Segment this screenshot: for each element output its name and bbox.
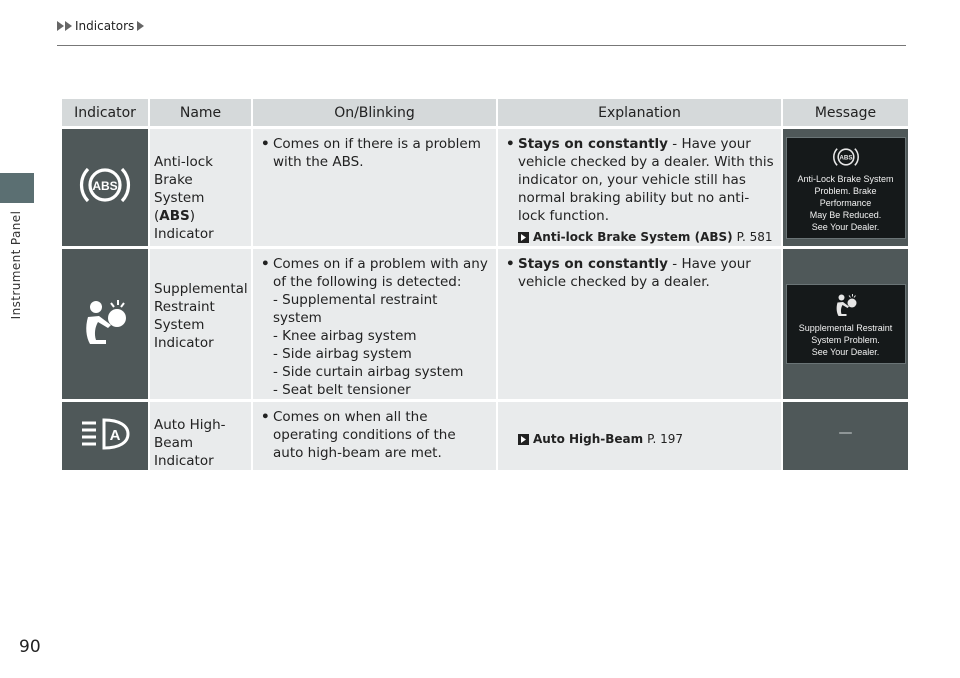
list-item: - Side curtain airbag system [273,364,464,380]
message-cell [783,402,908,470]
explanation-text: - Have your vehicle checked by a dealer. With this indicator on, your vehicle still has normal braking ability but no anti-lock function. [518,136,774,224]
header-explanation: Explanation [498,99,781,126]
indicator-name: Anti-lock Brake System (ABS) Indicator [154,154,214,242]
indicator-table [60,96,910,473]
breadcrumb [57,19,145,33]
on-blinking-cell: • Comes on when all the operating conditions of the auto high-beam are met. [253,402,496,470]
cross-reference-arrow-icon [518,232,529,243]
on-blinking-text: Comes on when all the operating conditions of the auto high-beam are met. [273,409,456,461]
header-divider [57,45,906,46]
breadcrumb-label[interactable]: Indicators [75,19,135,33]
header-indicator: Indicator [62,99,148,126]
name-cell [150,129,251,246]
table-header-row [62,99,908,126]
table-row [62,249,908,399]
indicator-name: Auto High- Beam Indicator [154,417,226,469]
breadcrumb-arrow-icon [137,21,144,31]
message-display: ABS Anti-Lock Brake System Problem. Brake Performance May Be Reduced. See Your Dealer. [786,137,906,239]
list-item: - Supplemental restraint system [273,292,438,326]
on-blinking-text: Comes on if there is a problem with the ABS. [273,136,481,170]
cross-reference-link[interactable]: Anti-lock Brake System (ABS) P. 581 [506,228,775,246]
cross-reference-link[interactable]: Auto High-Beam P. 197 [506,430,775,448]
name-cell [150,402,251,470]
indicator-name: Supplemental Restraint System Indicator [154,281,248,351]
list-item: - Seat belt tensioner [273,382,411,398]
on-blinking-text: Comes on if a problem with any of the following is detected: [273,256,488,290]
name-cell [150,249,251,399]
svg-text:A: A [109,426,121,444]
list-item: - Knee airbag system [273,328,417,344]
airbag-srs-icon [832,291,860,319]
on-blinking-cell: • Comes on if a problem with any of the following is detected: - Supplemental restraint system - Knee airbag system - Side airbag system - Side curtain airbag system - Seat belt tensioner [253,249,496,399]
explanation-cell: • Stays on constantly - Have your vehicle checked by a dealer. [498,249,781,399]
indicator-cell [62,249,148,399]
header-message: Message [783,99,908,126]
chapter-label: Instrument Panel [9,210,23,320]
header-on-blinking: On/Blinking [253,99,496,126]
table-row [62,402,908,470]
breadcrumb-arrow-icon [65,21,72,31]
breadcrumb-arrow-icon [57,21,64,31]
page-number: 90 [19,637,41,657]
message-cell [783,129,908,246]
explanation-cell [498,402,781,470]
abs-warning-icon [76,160,134,210]
auto-high-beam-icon [76,416,134,452]
explanation-emphasis: Stays on constantly [518,136,668,152]
abs-warning-icon [830,144,862,170]
message-display: Supplemental Restraint System Problem. See Your Dealer. [786,284,906,364]
airbag-srs-icon [77,294,133,350]
cross-reference-arrow-icon [518,434,529,445]
svg-text:ABS: ABS [838,154,853,162]
header-name: Name [150,99,251,126]
on-blinking-cell: • Comes on if there is a problem with the ABS. [253,129,496,246]
indicator-cell [62,129,148,246]
message-cell [783,249,908,399]
no-message-dash: — [838,425,853,441]
explanation-emphasis: Stays on constantly [518,256,668,272]
table-row [62,129,908,246]
chapter-tab [0,173,34,203]
list-item: - Side airbag system [273,346,412,362]
explanation-text: - Have your vehicle checked by a dealer. [518,256,751,290]
indicator-cell [62,402,148,470]
svg-text:ABS: ABS [92,179,118,193]
explanation-cell: • Stays on constantly - Have your vehicle checked by a dealer. With this indicator on, your vehicle still has normal braking ability but no anti-lock function. Anti-lock Brake System (ABS) P. 581 [498,129,781,246]
